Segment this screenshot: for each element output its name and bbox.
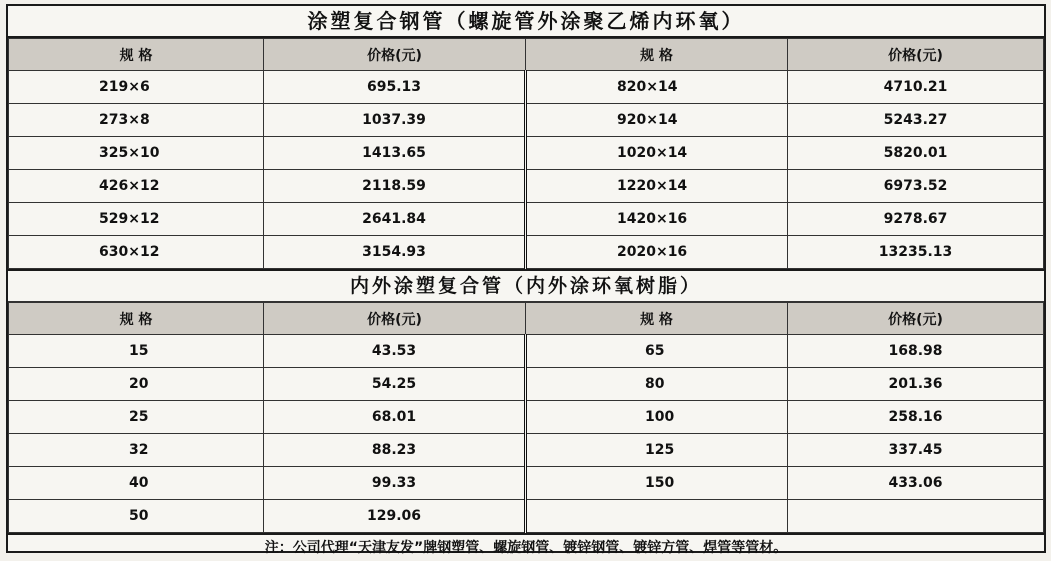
header-row (9, 39, 1044, 71)
price-cell: 5820.01 (788, 137, 1044, 170)
inner-outer-coated-pipe-table (8, 302, 1044, 533)
price-cell: 3154.93 (264, 236, 526, 269)
price-cell: 6973.52 (788, 170, 1044, 203)
spec-cell (526, 500, 788, 533)
table-row (9, 137, 1044, 170)
spec-cell: 125 (526, 434, 788, 467)
spec-cell: 2020×16 (526, 236, 788, 269)
price-cell (788, 500, 1044, 533)
price-cell: 43.53 (264, 335, 526, 368)
table-row (9, 170, 1044, 203)
price-cell: 1413.65 (264, 137, 526, 170)
table-title: 涂塑复合钢管（螺旋管外涂聚乙烯内环氧） (8, 6, 1044, 38)
price-cell: 4710.21 (788, 71, 1044, 104)
spec-cell: 1220×14 (526, 170, 788, 203)
price-cell: 1037.39 (264, 104, 526, 137)
table-row (9, 236, 1044, 269)
table-row (9, 203, 1044, 236)
price-header: 价格(元) (264, 39, 526, 71)
price-sheet (6, 4, 1046, 556)
footnote: 注：公司代理“天津友发”牌钢塑管、螺旋钢管、镀锌钢管、镀锌方管、焊管等管材。 (8, 533, 1044, 561)
price-cell: 433.06 (788, 467, 1044, 500)
spec-cell: 219×6 (9, 71, 264, 104)
spec-header: 规 格 (526, 303, 788, 335)
price-cell: 129.06 (264, 500, 526, 533)
price-cell: 13235.13 (788, 236, 1044, 269)
price-header: 价格(元) (788, 39, 1044, 71)
price-cell: 68.01 (264, 401, 526, 434)
header-row (9, 303, 1044, 335)
spec-cell: 325×10 (9, 137, 264, 170)
spec-header: 规 格 (9, 303, 264, 335)
spec-cell: 32 (9, 434, 264, 467)
spec-cell: 630×12 (9, 236, 264, 269)
price-header: 价格(元) (788, 303, 1044, 335)
table-row (9, 434, 1044, 467)
coated-composite-pipe-table (8, 38, 1044, 269)
table-row (9, 401, 1044, 434)
price-cell: 99.33 (264, 467, 526, 500)
price-cell: 54.25 (264, 368, 526, 401)
spec-cell: 80 (526, 368, 788, 401)
table-row (9, 467, 1044, 500)
price-cell: 2118.59 (264, 170, 526, 203)
price-cell: 337.45 (788, 434, 1044, 467)
table-row (9, 500, 1044, 533)
spec-header: 规 格 (9, 39, 264, 71)
table-row (9, 71, 1044, 104)
spec-cell: 1020×14 (526, 137, 788, 170)
spec-cell: 920×14 (526, 104, 788, 137)
price-cell: 258.16 (788, 401, 1044, 434)
section-subtitle: 内外涂塑复合管（内外涂环氧树脂） (8, 269, 1044, 302)
price-header: 价格(元) (264, 303, 526, 335)
price-cell: 5243.27 (788, 104, 1044, 137)
price-cell: 88.23 (264, 434, 526, 467)
table-row (9, 335, 1044, 368)
spec-cell: 15 (9, 335, 264, 368)
table-row (9, 104, 1044, 137)
spec-cell: 426×12 (9, 170, 264, 203)
spec-cell: 50 (9, 500, 264, 533)
price-cell: 2641.84 (264, 203, 526, 236)
price-cell: 9278.67 (788, 203, 1044, 236)
spec-cell: 40 (9, 467, 264, 500)
spec-cell: 529×12 (9, 203, 264, 236)
price-cell: 168.98 (788, 335, 1044, 368)
spec-cell: 1420×16 (526, 203, 788, 236)
spec-cell: 65 (526, 335, 788, 368)
price-cell: 201.36 (788, 368, 1044, 401)
price-cell: 695.13 (264, 71, 526, 104)
spec-cell: 273×8 (9, 104, 264, 137)
spec-cell: 25 (9, 401, 264, 434)
spec-cell: 150 (526, 467, 788, 500)
spec-cell: 20 (9, 368, 264, 401)
table-row (9, 368, 1044, 401)
spec-cell: 100 (526, 401, 788, 434)
spec-cell: 820×14 (526, 71, 788, 104)
spec-header: 规 格 (526, 39, 788, 71)
